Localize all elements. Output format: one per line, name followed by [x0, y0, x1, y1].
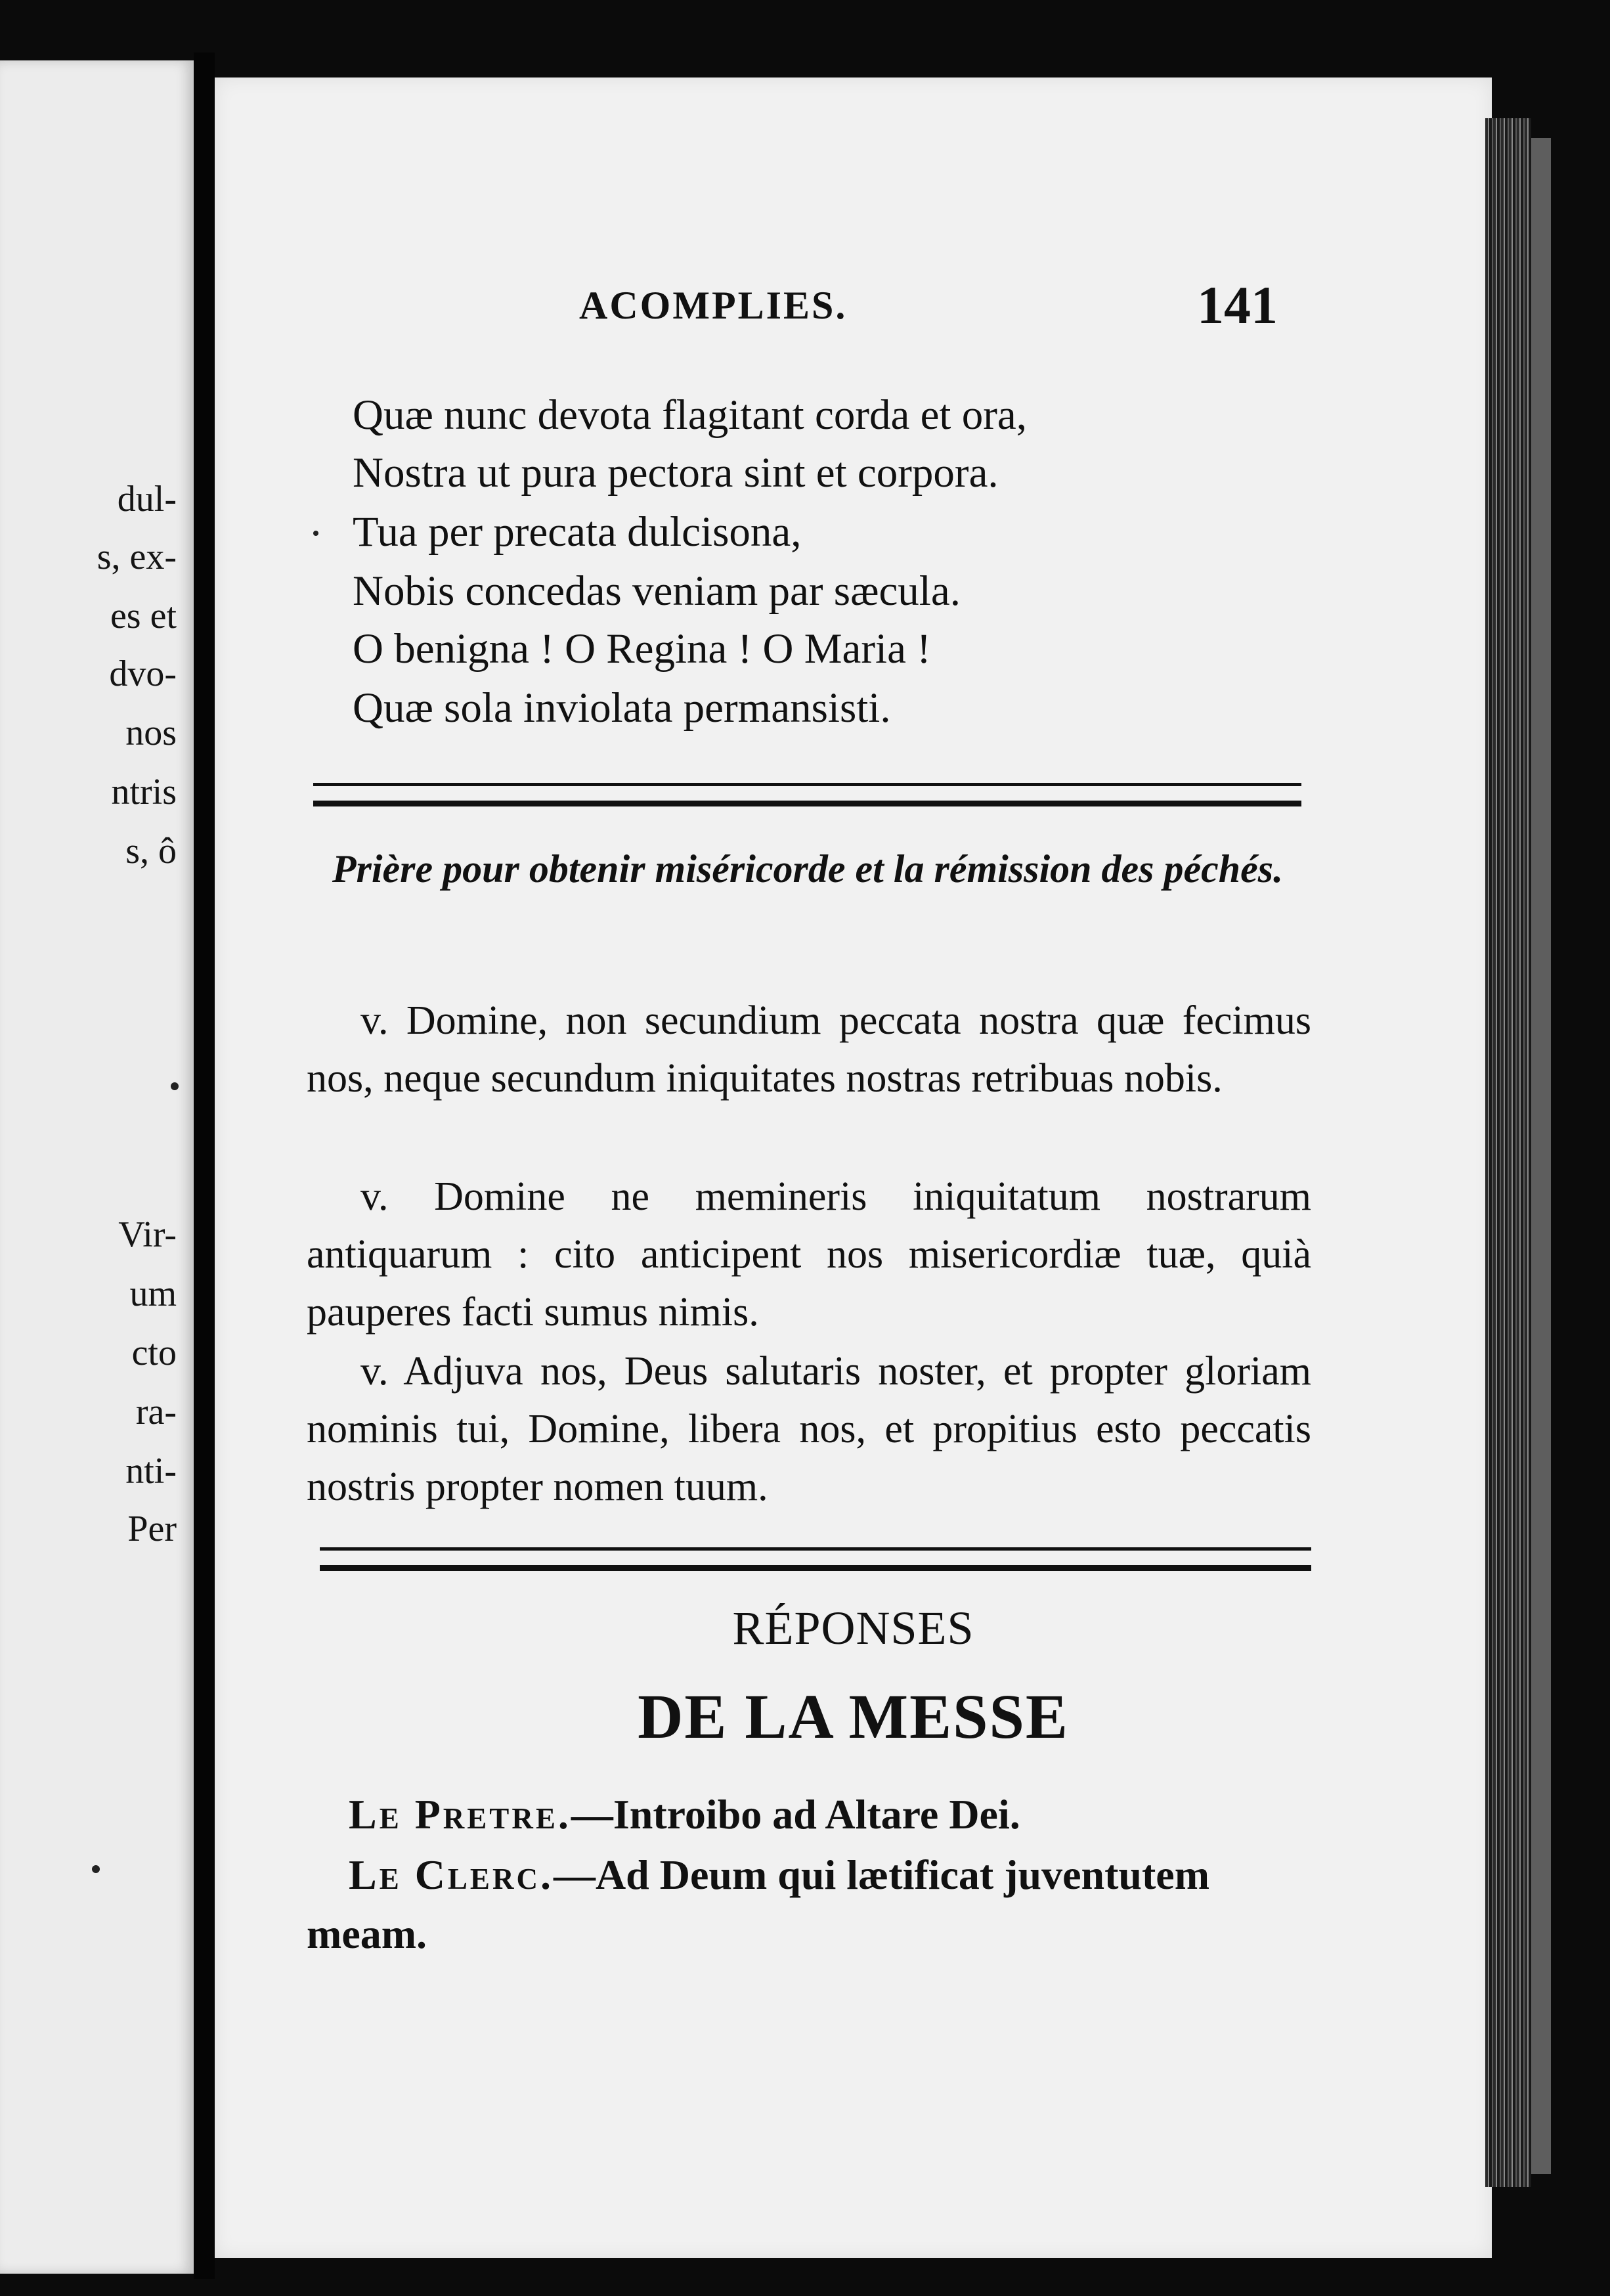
print-speck [313, 531, 318, 536]
left-page-fragment: cto [131, 1333, 177, 1373]
prayer-versicle [307, 992, 1311, 1107]
verse-line: O benigna ! O Regina ! O Maria ! [353, 625, 931, 673]
speaker-name: Le Clerc. [349, 1851, 554, 1898]
left-page-fragment: s, ô [125, 831, 177, 872]
book-page [215, 77, 1492, 2258]
left-page-fragment: Vir- [118, 1214, 177, 1255]
left-page-fragment: ntris [111, 772, 177, 812]
left-page-fragment: nti- [125, 1451, 177, 1491]
speaker-name: Le Pretre. [349, 1791, 571, 1838]
left-page-fragment: ra- [135, 1392, 177, 1432]
section-heading-line1: RÉPONSES [732, 1602, 974, 1654]
response-text: —Ad Deum qui lætificat juventutem meam. [307, 1851, 1210, 1957]
verse-line: Nostra ut pura pectora sint et corpora. [353, 449, 999, 497]
print-speck [92, 1865, 100, 1873]
page-number: 141 [1197, 275, 1278, 335]
prayer-versicle [307, 1342, 1311, 1516]
response-text: —Introibo ad Altare Dei. [571, 1791, 1020, 1838]
verse-line: Quæ sola inviolata permansisti. [353, 684, 891, 732]
page-edge [1485, 118, 1531, 2187]
verse-line: Tua per precata dulcisona, [353, 508, 802, 556]
print-speck [171, 1082, 179, 1090]
verse-line: Quæ nunc devota flagitant corda et ora, [353, 391, 1027, 439]
book-gutter [194, 53, 215, 2279]
double-rule [313, 783, 1301, 806]
prayer-title: Prière pour obtenir miséricorde et la rémission des péchés. [332, 847, 1284, 891]
left-page-fragment: um [129, 1273, 177, 1314]
versicle-text: v. Domine, non secundium peccata nostra quæ fecimus nos, neque secundum iniquitates nostras retribuas nobis. [307, 998, 1311, 1101]
left-page-fragment: s, ex- [97, 537, 177, 577]
mass-response-2 [307, 1845, 1311, 1964]
prayer-versicle [307, 1168, 1311, 1341]
versicle-text: v. Domine ne memineris iniquitatum nostrarum antiquarum : cito anticipent nos misericordiæ tuæ, quià pauperes facti sumus nimis. [307, 1174, 1311, 1335]
left-page-fragment: Per [127, 1509, 177, 1549]
left-page-fragment: es et [110, 596, 177, 636]
mass-response-1 [307, 1785, 1311, 1844]
versicle-text: v. Adjuva nos, Deus salutaris noster, et propter gloriam nominis tui, Domine, libera nos, et propitius esto peccatis nostris propter nomen tuum. [307, 1349, 1311, 1509]
verse-line: Nobis concedas veniam par sæcula. [353, 567, 961, 615]
left-page-fragment: nos [125, 713, 177, 753]
left-page-fragment: dvo- [109, 653, 177, 694]
page-edge-shadow [1531, 138, 1551, 2174]
double-rule [320, 1547, 1311, 1571]
left-facing-page [0, 60, 194, 2274]
section-heading-line2: DE LA MESSE [638, 1681, 1069, 1752]
running-title: ACOMPLIES. [579, 284, 848, 327]
left-page-fragment: dul- [117, 479, 177, 519]
